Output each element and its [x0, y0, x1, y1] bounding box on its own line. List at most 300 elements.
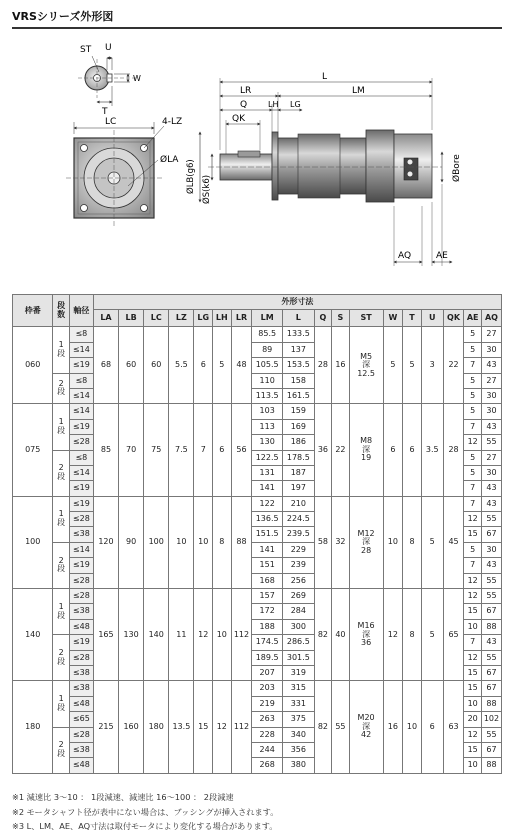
- frame-cell: 180: [13, 681, 53, 773]
- footnote-3: ※3 L、LM、AE、AQ寸法は取付モータにより変化する場合があります。: [12, 821, 278, 831]
- cell-aq: 55: [481, 573, 501, 588]
- cell-lg: 12: [194, 589, 213, 681]
- cell-ae: 15: [464, 742, 481, 757]
- stage-text: 1 段: [57, 340, 66, 358]
- shaft-cell: ≤65: [69, 712, 93, 727]
- cell-l: 133.5: [282, 327, 314, 342]
- header-lz: LZ: [169, 310, 194, 327]
- cell-aq: 55: [481, 589, 501, 604]
- cell-s: 22: [332, 404, 349, 496]
- cell-lm: 157: [252, 589, 283, 604]
- cell-l: 375: [282, 712, 314, 727]
- cell-qk: 63: [443, 681, 464, 773]
- cell-aq: 30: [481, 342, 501, 357]
- stage-text: 2 段: [57, 463, 66, 482]
- cell-lm: 174.5: [252, 635, 283, 650]
- cell-l: 229: [282, 542, 314, 557]
- label-lc: LC: [105, 117, 117, 127]
- cell-ae: 15: [464, 665, 481, 680]
- cell-lz: 10: [169, 496, 194, 588]
- cell-l: 178.5: [282, 450, 314, 465]
- stage-text: 1 段: [57, 417, 66, 435]
- cell-l: 239.5: [282, 527, 314, 542]
- label-w: W: [133, 74, 141, 83]
- cell-aq: 43: [481, 558, 501, 573]
- cell-ae: 12: [464, 727, 481, 742]
- cell-ae: 5: [464, 450, 481, 465]
- header-ae: AE: [464, 310, 481, 327]
- cell-ae: 15: [464, 527, 481, 542]
- shaft-cell: ≤14: [69, 388, 93, 403]
- header-st: ST: [349, 310, 383, 327]
- footnote-2: ※2 モータシャフト径が表中にない場合は、ブッシングが挿入されます。: [12, 806, 279, 817]
- stage-text: 2 段: [57, 740, 66, 759]
- cell-st: M8 深 19: [349, 404, 383, 496]
- cell-lr: 112: [231, 589, 252, 681]
- cell-ae: 7: [464, 481, 481, 496]
- table-row: [13, 404, 502, 419]
- cell-aq: 43: [481, 358, 501, 373]
- cell-t: 5: [403, 327, 422, 404]
- shaft-key-detail: [78, 43, 141, 117]
- frame-cell: 060: [13, 327, 53, 404]
- shaft-cell: ≤14: [69, 404, 93, 419]
- stage-cell: [53, 496, 69, 542]
- stage-cell: [53, 681, 69, 727]
- cell-la: 215: [93, 681, 118, 773]
- cell-l: 356: [282, 742, 314, 757]
- cell-l: 340: [282, 727, 314, 742]
- cell-q: 82: [314, 681, 331, 773]
- cell-aq: 55: [481, 650, 501, 665]
- cell-ae: 5: [464, 404, 481, 419]
- header-shaft: 軸径: [69, 295, 93, 327]
- cell-ae: 7: [464, 419, 481, 434]
- header-aq: AQ: [481, 310, 501, 327]
- shaft-cell: ≤8: [69, 327, 93, 342]
- cell-aq: 102: [481, 712, 501, 727]
- shaft-cell: ≤19: [69, 558, 93, 573]
- shaft-cell: ≤48: [69, 619, 93, 634]
- cell-lm: 85.5: [252, 327, 283, 342]
- cell-lg: 6: [194, 327, 213, 404]
- cell-lm: 89: [252, 342, 283, 357]
- cell-aq: 67: [481, 527, 501, 542]
- cell-lm: 110: [252, 373, 283, 388]
- dimension-table: [12, 294, 502, 774]
- cell-lm: 172: [252, 604, 283, 619]
- cell-s: 40: [332, 589, 349, 681]
- cell-lm: 113: [252, 419, 283, 434]
- label-aq: AQ: [398, 251, 412, 261]
- cell-lm: 131: [252, 465, 283, 480]
- label-lr: LR: [240, 86, 252, 96]
- stage-cell: [53, 450, 69, 496]
- cell-lh: 10: [213, 589, 232, 681]
- cell-l: 224.5: [282, 512, 314, 527]
- cell-s: 16: [332, 327, 349, 404]
- cell-qk: 65: [443, 589, 464, 681]
- cell-l: 300: [282, 619, 314, 634]
- label-q: Q: [240, 100, 248, 110]
- cell-l: 286.5: [282, 635, 314, 650]
- stage-text: 2 段: [57, 647, 66, 666]
- cell-l: 319: [282, 665, 314, 680]
- stage-text: 2 段: [57, 378, 66, 397]
- cell-lb: 90: [119, 496, 144, 588]
- cell-ae: 5: [464, 465, 481, 480]
- stage-cell: [53, 327, 69, 373]
- cell-lh: 12: [213, 681, 232, 773]
- cell-s: 32: [332, 496, 349, 588]
- cell-lg: 15: [194, 681, 213, 773]
- cell-lm: 105.5: [252, 358, 283, 373]
- cell-lm: 113.5: [252, 388, 283, 403]
- cell-aq: 43: [481, 496, 501, 511]
- cell-la: 68: [93, 327, 118, 404]
- stage-text: 2 段: [57, 555, 66, 574]
- cell-u: 6: [421, 681, 443, 773]
- cell-aq: 43: [481, 481, 501, 496]
- cell-l: 239: [282, 558, 314, 573]
- page-title: VRSシリーズ外形図: [12, 10, 114, 23]
- stage-cell: [53, 589, 69, 635]
- cell-lm: 122: [252, 496, 283, 511]
- stage-text: 1 段: [57, 601, 66, 620]
- cell-w: 5: [383, 327, 403, 404]
- label-qk: QK: [232, 114, 245, 124]
- shaft-cell: ≤19: [69, 481, 93, 496]
- stage-cell: [53, 373, 69, 404]
- cell-lm: 219: [252, 696, 283, 711]
- stage-cell: [53, 542, 69, 588]
- frame-cell: 075: [13, 404, 53, 496]
- cell-lm: 141: [252, 481, 283, 496]
- shaft-cell: ≤38: [69, 604, 93, 619]
- shaft-cell: ≤19: [69, 419, 93, 434]
- header-u: U: [421, 310, 443, 327]
- shaft-cell: ≤28: [69, 573, 93, 588]
- header-dimensions: 外形寸法: [93, 295, 501, 310]
- cell-ae: 12: [464, 589, 481, 604]
- cell-l: 186: [282, 435, 314, 450]
- header-lb: LB: [119, 310, 144, 327]
- frame-cell: 140: [13, 589, 53, 681]
- cell-lg: 7: [194, 404, 213, 496]
- cell-t: 8: [403, 496, 422, 588]
- cell-aq: 55: [481, 727, 501, 742]
- label-lz: 4-LZ: [162, 117, 183, 127]
- shaft-cell: ≤38: [69, 527, 93, 542]
- cell-s: 55: [332, 681, 349, 773]
- table-header-row: [13, 295, 502, 310]
- cell-l: 137: [282, 342, 314, 357]
- cell-ae: 12: [464, 573, 481, 588]
- header-frame: 枠番: [13, 295, 53, 327]
- shaft-cell: ≤38: [69, 665, 93, 680]
- cell-w: 12: [383, 589, 403, 681]
- cell-aq: 88: [481, 619, 501, 634]
- label-lg: LG: [290, 100, 301, 109]
- cell-st: M12 深 28: [349, 496, 383, 588]
- label-u: U: [105, 43, 112, 53]
- cell-lm: 228: [252, 727, 283, 742]
- cell-lb: 60: [119, 327, 144, 404]
- shaft-cell: ≤14: [69, 542, 93, 557]
- cell-ae: 20: [464, 712, 481, 727]
- label-st: ST: [80, 45, 92, 55]
- cell-ae: 15: [464, 681, 481, 696]
- cell-u: 5: [421, 589, 443, 681]
- cell-aq: 88: [481, 758, 501, 773]
- shaft-cell: ≤48: [69, 758, 93, 773]
- header-lm: LM: [252, 310, 283, 327]
- cell-aq: 88: [481, 696, 501, 711]
- cell-aq: 43: [481, 419, 501, 434]
- shaft-cell: ≤38: [69, 742, 93, 757]
- cell-lr: 88: [231, 496, 252, 588]
- table-row: [13, 327, 502, 342]
- shaft-cell: ≤8: [69, 373, 93, 388]
- cell-l: 153.5: [282, 358, 314, 373]
- cell-t: 8: [403, 589, 422, 681]
- cell-lc: 100: [144, 496, 169, 588]
- cell-aq: 30: [481, 465, 501, 480]
- cell-q: 58: [314, 496, 331, 588]
- header-lr: LR: [231, 310, 252, 327]
- cell-qk: 45: [443, 496, 464, 588]
- header-stage: [53, 295, 69, 327]
- header-lc: LC: [144, 310, 169, 327]
- header-s: S: [332, 310, 349, 327]
- cell-lc: 60: [144, 327, 169, 404]
- gearbox-side-view: [185, 72, 462, 266]
- cell-lz: 5.5: [169, 327, 194, 404]
- header-la: LA: [93, 310, 118, 327]
- cell-lm: 151: [252, 558, 283, 573]
- header-lg: LG: [194, 310, 213, 327]
- cell-aq: 30: [481, 388, 501, 403]
- label-bore: ØBore: [452, 154, 462, 182]
- cell-l: 269: [282, 589, 314, 604]
- stage-cell: [53, 404, 69, 450]
- cell-aq: 27: [481, 327, 501, 342]
- flange-front-view: [66, 117, 182, 226]
- shaft-cell: ≤19: [69, 358, 93, 373]
- cell-la: 85: [93, 404, 118, 496]
- cell-lz: 11: [169, 589, 194, 681]
- label-lb: ØLB(g6): [186, 159, 196, 194]
- cell-q: 28: [314, 327, 331, 404]
- cell-lg: 10: [194, 496, 213, 588]
- footnote-1: ※1 減速比 3～10 ： 1段減速、減速比 16～100 ： 2段減速: [12, 792, 234, 802]
- cell-aq: 27: [481, 450, 501, 465]
- cell-qk: 28: [443, 404, 464, 496]
- header-stage-text: 段数: [57, 300, 66, 319]
- cell-l: 380: [282, 758, 314, 773]
- cell-l: 197: [282, 481, 314, 496]
- cell-ae: 7: [464, 496, 481, 511]
- cell-l: 161.5: [282, 388, 314, 403]
- cell-l: 159: [282, 404, 314, 419]
- cell-aq: 30: [481, 542, 501, 557]
- cell-q: 36: [314, 404, 331, 496]
- cell-lc: 140: [144, 589, 169, 681]
- cell-ae: 7: [464, 358, 481, 373]
- cell-l: 284: [282, 604, 314, 619]
- stage-cell: [53, 635, 69, 681]
- cell-l: 331: [282, 696, 314, 711]
- cell-w: 6: [383, 404, 403, 496]
- cell-w: 16: [383, 681, 403, 773]
- cell-lm: 268: [252, 758, 283, 773]
- cell-ae: 10: [464, 696, 481, 711]
- cell-lm: 122.5: [252, 450, 283, 465]
- cell-aq: 67: [481, 665, 501, 680]
- cell-aq: 27: [481, 373, 501, 388]
- cell-t: 6: [403, 404, 422, 496]
- cell-ae: 15: [464, 604, 481, 619]
- cell-lm: 103: [252, 404, 283, 419]
- header-lh: LH: [213, 310, 232, 327]
- cell-lr: 112: [231, 681, 252, 773]
- cell-q: 82: [314, 589, 331, 681]
- cell-lc: 180: [144, 681, 169, 773]
- cell-st: M5 深 12.5: [349, 327, 383, 404]
- shaft-cell: ≤19: [69, 496, 93, 511]
- cell-l: 315: [282, 681, 314, 696]
- cell-l: 210: [282, 496, 314, 511]
- cell-ae: 12: [464, 512, 481, 527]
- header-t: T: [403, 310, 422, 327]
- cell-lh: 6: [213, 404, 232, 496]
- label-la: ØLA: [160, 155, 179, 165]
- stage-cell: [53, 727, 69, 773]
- cell-lm: 263: [252, 712, 283, 727]
- label-s: ØS(k6): [202, 174, 212, 204]
- cell-lm: 203: [252, 681, 283, 696]
- cell-lb: 130: [119, 589, 144, 681]
- table-row: [13, 681, 502, 696]
- shaft-cell: ≤48: [69, 696, 93, 711]
- shaft-cell: ≤28: [69, 512, 93, 527]
- cell-aq: 67: [481, 742, 501, 757]
- title-divider: [12, 27, 502, 29]
- cell-w: 10: [383, 496, 403, 588]
- shaft-cell: ≤28: [69, 435, 93, 450]
- shaft-cell: ≤28: [69, 589, 93, 604]
- cell-ae: 7: [464, 558, 481, 573]
- header-l: L: [282, 310, 314, 327]
- cell-u: 3: [421, 327, 443, 404]
- outline-drawing-svg: [12, 34, 504, 280]
- header-q: Q: [314, 310, 331, 327]
- cell-lr: 56: [231, 404, 252, 496]
- cell-ae: 5: [464, 327, 481, 342]
- table-row: [13, 496, 502, 511]
- cell-aq: 67: [481, 604, 501, 619]
- label-l: L: [322, 72, 328, 82]
- label-t: T: [102, 107, 108, 117]
- cell-ae: 5: [464, 388, 481, 403]
- shaft-cell: ≤28: [69, 727, 93, 742]
- cell-lm: 189.5: [252, 650, 283, 665]
- cell-qk: 22: [443, 327, 464, 404]
- shaft-cell: ≤14: [69, 465, 93, 480]
- cell-lm: 168: [252, 573, 283, 588]
- cell-lh: 5: [213, 327, 232, 404]
- cell-lm: 151.5: [252, 527, 283, 542]
- header-w: W: [383, 310, 403, 327]
- header-qk: QK: [443, 310, 464, 327]
- cell-ae: 5: [464, 342, 481, 357]
- outline-drawing: [12, 34, 504, 280]
- shaft-cell: ≤28: [69, 650, 93, 665]
- cell-l: 301.5: [282, 650, 314, 665]
- cell-u: 5: [421, 496, 443, 588]
- cell-ae: 7: [464, 635, 481, 650]
- label-lh: LH: [268, 100, 279, 109]
- cell-u: 3.5: [421, 404, 443, 496]
- cell-aq: 55: [481, 512, 501, 527]
- cell-lm: 207: [252, 665, 283, 680]
- cell-lm: 188: [252, 619, 283, 634]
- cell-l: 169: [282, 419, 314, 434]
- cell-la: 120: [93, 496, 118, 588]
- cell-st: M16 深 36: [349, 589, 383, 681]
- footnotes: [12, 790, 507, 834]
- cell-ae: 5: [464, 373, 481, 388]
- cell-ae: 10: [464, 758, 481, 773]
- cell-lb: 70: [119, 404, 144, 496]
- label-lm: LM: [352, 86, 365, 96]
- table-row: [13, 589, 502, 604]
- cell-l: 256: [282, 573, 314, 588]
- cell-lm: 244: [252, 742, 283, 757]
- cell-lh: 8: [213, 496, 232, 588]
- cell-lb: 160: [119, 681, 144, 773]
- cell-t: 10: [403, 681, 422, 773]
- cell-aq: 43: [481, 635, 501, 650]
- cell-lm: 141: [252, 542, 283, 557]
- shaft-cell: ≤8: [69, 450, 93, 465]
- shaft-cell: ≤14: [69, 342, 93, 357]
- cell-lm: 130: [252, 435, 283, 450]
- cell-aq: 55: [481, 435, 501, 450]
- cell-ae: 12: [464, 435, 481, 450]
- cell-aq: 67: [481, 681, 501, 696]
- cell-la: 165: [93, 589, 118, 681]
- cell-lz: 7.5: [169, 404, 194, 496]
- cell-lr: 48: [231, 327, 252, 404]
- cell-aq: 30: [481, 404, 501, 419]
- stage-text: 1 段: [57, 509, 66, 528]
- shaft-cell: ≤19: [69, 635, 93, 650]
- label-ae: AE: [436, 251, 448, 261]
- frame-cell: 100: [13, 496, 53, 588]
- cell-l: 187: [282, 465, 314, 480]
- cell-ae: 5: [464, 542, 481, 557]
- cell-ae: 10: [464, 619, 481, 634]
- cell-ae: 12: [464, 650, 481, 665]
- cell-lz: 13.5: [169, 681, 194, 773]
- cell-lc: 75: [144, 404, 169, 496]
- shaft-cell: ≤38: [69, 681, 93, 696]
- stage-text: 1 段: [57, 694, 66, 712]
- cell-st: M20 深 42: [349, 681, 383, 773]
- cell-lm: 136.5: [252, 512, 283, 527]
- cell-l: 158: [282, 373, 314, 388]
